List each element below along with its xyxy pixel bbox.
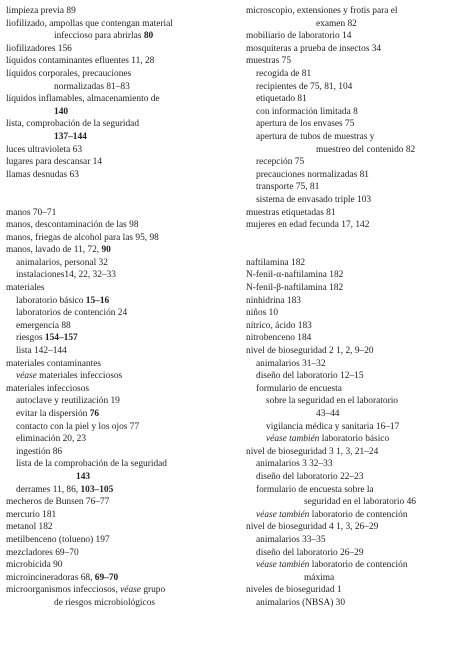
cross-reference: véase también bbox=[266, 434, 320, 445]
index-entry bbox=[6, 18, 234, 31]
index-entry-continuation bbox=[246, 572, 456, 585]
index-entry bbox=[6, 547, 234, 560]
entry-text: instalaciones14, 22, 32–33 bbox=[16, 270, 116, 281]
index-entry bbox=[246, 30, 456, 43]
cross-reference: véase también bbox=[256, 560, 310, 571]
index-subentry bbox=[6, 307, 234, 320]
index-subentry bbox=[6, 269, 234, 282]
index-subentry bbox=[246, 471, 456, 484]
index-entry-continuation bbox=[6, 471, 234, 484]
entry-text: evitar la dispersión bbox=[16, 409, 90, 419]
entry-text: mujeres en edad fecunda 17, 142 bbox=[246, 220, 370, 231]
entry-text: nivel de bioseguridad 2 1, 2, 9–20 bbox=[246, 346, 374, 357]
page-ref-bold: 154–157 bbox=[44, 333, 78, 344]
index-subentry bbox=[6, 421, 234, 434]
entry-text: manos, descontaminación de las 98 bbox=[6, 220, 139, 231]
entry-text: transporte 75, 81 bbox=[256, 182, 320, 193]
index-subentry bbox=[246, 509, 456, 522]
entry-text: metilbenceno (tolueno) 197 bbox=[6, 534, 110, 545]
entry-text: luces ultravioleta 63 bbox=[6, 144, 83, 155]
entry-text: de riesgos microbiológicos bbox=[54, 597, 156, 608]
index-entry bbox=[6, 282, 234, 295]
index-entry-continuation bbox=[246, 144, 456, 157]
index-subentry bbox=[246, 81, 456, 94]
index-entry bbox=[246, 282, 456, 295]
index-entry-continuation bbox=[6, 81, 234, 94]
index-entry bbox=[6, 509, 234, 522]
index-entry-continuation bbox=[6, 131, 234, 144]
index-entry-continuation bbox=[246, 496, 456, 509]
page-ref-bold: 69–70 bbox=[94, 572, 119, 583]
entry-text: microincineradoras 68, bbox=[6, 572, 95, 583]
entry-text: materiales bbox=[6, 283, 45, 294]
entry-text: formulario de encuesta bbox=[256, 383, 342, 394]
index-entry bbox=[6, 572, 234, 585]
index-entry bbox=[246, 345, 456, 358]
entry-text: microscopio, extensiones y frotis para el bbox=[246, 6, 398, 16]
entry-text: metanol 182 bbox=[6, 522, 53, 533]
index-entry-continuation bbox=[246, 18, 456, 31]
entry-text: materiales contaminantes bbox=[6, 358, 102, 369]
entry-text: vigilancia médica y sanitaria 16–17 bbox=[266, 421, 400, 432]
index-entry bbox=[246, 219, 456, 232]
index-entry bbox=[246, 295, 456, 308]
index-entry bbox=[6, 118, 234, 131]
index-column-right bbox=[246, 5, 456, 610]
index-entry bbox=[246, 43, 456, 56]
index-subentry bbox=[246, 93, 456, 106]
entry-text: nitrobenceno 184 bbox=[246, 333, 312, 344]
index-gap bbox=[6, 194, 234, 207]
index-subentry bbox=[6, 320, 234, 333]
index-entry bbox=[246, 5, 456, 18]
entry-text: 43–44 bbox=[316, 409, 340, 419]
entry-text: grupo bbox=[140, 585, 166, 596]
index-subentry bbox=[246, 106, 456, 119]
index-subentry bbox=[246, 383, 456, 396]
index-gap bbox=[246, 232, 456, 245]
entry-text: seguridad en el laboratorio 46 bbox=[304, 497, 416, 508]
entry-text: diseño del laboratorio 12–15 bbox=[256, 371, 364, 382]
index-subentry bbox=[246, 118, 456, 131]
page-ref-bold: 80 bbox=[143, 31, 154, 42]
index-subentry bbox=[6, 458, 234, 471]
index-subentry bbox=[6, 484, 234, 497]
entry-text: sistema de envasado triple 103 bbox=[256, 194, 372, 205]
entry-text: laboratorio de contención bbox=[309, 560, 408, 571]
index-subentry bbox=[246, 547, 456, 560]
index-subentry bbox=[246, 484, 456, 497]
index-entry-continuation bbox=[6, 30, 234, 43]
index-subentry bbox=[246, 370, 456, 383]
entry-text: precauciones normalizadas 81 bbox=[256, 169, 369, 180]
index-entry bbox=[6, 496, 234, 509]
entry-text: examen 82 bbox=[316, 18, 357, 29]
entry-text: eliminación 20, 23 bbox=[16, 434, 87, 445]
entry-text: laboratorios de contención 24 bbox=[16, 308, 128, 319]
index-entry bbox=[6, 584, 234, 597]
entry-text: nivel de bioseguridad 4 1, 3, 26–29 bbox=[246, 522, 379, 533]
index-entry bbox=[6, 358, 234, 371]
entry-text: emergencia 88 bbox=[16, 320, 71, 331]
entry-text: recogida de 81 bbox=[256, 68, 312, 79]
index-subentry bbox=[6, 408, 234, 421]
index-subentry bbox=[246, 181, 456, 194]
entry-text: llamas desnudas 63 bbox=[6, 169, 79, 180]
entry-text: ingestión 86 bbox=[16, 446, 63, 457]
index-entry-continuation bbox=[6, 597, 234, 610]
entry-text: manos, lavado de 11, 72, bbox=[6, 245, 102, 256]
page-ref-bold: 143 bbox=[76, 471, 91, 482]
index-subentry bbox=[6, 433, 234, 446]
entry-text: liofilizadores 156 bbox=[6, 43, 72, 54]
index-subentry bbox=[246, 156, 456, 169]
index-entry bbox=[246, 269, 456, 282]
index-subentry bbox=[246, 358, 456, 371]
entry-text: liofilizado, ampollas que contengan material bbox=[6, 18, 173, 29]
entry-text: microorganismos infecciosos, bbox=[6, 585, 121, 596]
index-entry bbox=[6, 144, 234, 157]
entry-text: recepción 75 bbox=[256, 157, 305, 168]
entry-text: materiales infecciosos bbox=[6, 383, 90, 394]
entry-text: mezcladores 69–70 bbox=[6, 547, 79, 558]
cross-reference: véase también bbox=[256, 509, 310, 520]
index-entry-continuation bbox=[246, 408, 456, 421]
entry-text: muestras 75 bbox=[246, 56, 292, 67]
entry-text: riesgos bbox=[16, 333, 45, 344]
entry-text: apertura de los envases 75 bbox=[256, 119, 355, 130]
index-entry bbox=[246, 446, 456, 459]
index-subentry bbox=[246, 559, 456, 572]
index-column-left bbox=[6, 5, 234, 610]
index-entry bbox=[246, 257, 456, 270]
index-entry bbox=[246, 332, 456, 345]
index-entry bbox=[6, 534, 234, 547]
index-subentry bbox=[246, 68, 456, 81]
index-entry bbox=[6, 5, 234, 18]
index-subentry bbox=[246, 395, 456, 408]
entry-text: muestreo del contenido 82 bbox=[316, 144, 416, 155]
entry-text: recipientes de 75, 81, 104 bbox=[256, 81, 353, 92]
page-ref-bold: 90 bbox=[101, 245, 111, 256]
index-entry bbox=[246, 584, 456, 597]
entry-text: materiales infecciosos bbox=[36, 371, 123, 382]
page-ref-bold: 140 bbox=[54, 106, 69, 117]
index-subentry bbox=[246, 131, 456, 144]
entry-text: líquidos corporales, precauciones bbox=[6, 68, 132, 79]
index-subentry bbox=[6, 345, 234, 358]
entry-text: sobre la seguridad en el laboratorio bbox=[266, 396, 398, 407]
entry-text: lista, comprobación de la seguridad bbox=[6, 119, 140, 130]
entry-text: N-fenil-β-naftilamina 182 bbox=[246, 283, 344, 294]
entry-text: naftilamina 182 bbox=[246, 257, 306, 268]
entry-text: mosquiteras a prueba de insectos 34 bbox=[246, 43, 382, 54]
entry-text: lista de la comprobación de la seguridad bbox=[16, 459, 167, 470]
entry-text: contacto con la piel y los ojos 77 bbox=[16, 421, 140, 432]
entry-text: mobiliario de laboratorio 14 bbox=[246, 31, 352, 42]
page-ref-bold: 15–16 bbox=[85, 295, 110, 306]
entry-text: niveles de bioseguridad 1 bbox=[246, 585, 342, 596]
index-gap bbox=[246, 244, 456, 257]
index-entry bbox=[6, 68, 234, 81]
index-entry bbox=[6, 156, 234, 169]
index-entry bbox=[246, 320, 456, 333]
index-entry bbox=[6, 219, 234, 232]
entry-text: máxima bbox=[304, 572, 335, 583]
index-entry bbox=[246, 307, 456, 320]
entry-text: mecheros de Bunsen 76–77 bbox=[6, 497, 110, 508]
entry-text: lugares para descansar 14 bbox=[6, 157, 103, 168]
entry-text: laboratorio básico bbox=[16, 295, 86, 306]
entry-text: manos 70–71 bbox=[6, 207, 57, 218]
index-entry bbox=[6, 169, 234, 182]
index-subentry bbox=[246, 597, 456, 610]
entry-text: animalarios 31–32 bbox=[256, 358, 326, 369]
entry-text: con información limitada 8 bbox=[256, 106, 358, 117]
entry-text: nivel de bioseguridad 3 1, 3, 21–24 bbox=[246, 446, 379, 457]
index-entry bbox=[246, 521, 456, 534]
index-entry bbox=[6, 559, 234, 572]
index-entry bbox=[6, 232, 234, 245]
page-ref-bold: 103–105 bbox=[80, 484, 114, 495]
cross-reference: véase bbox=[16, 371, 37, 382]
index-subentry bbox=[246, 534, 456, 547]
index-subentry bbox=[6, 257, 234, 270]
entry-text: diseño del laboratorio 26–29 bbox=[256, 547, 364, 558]
entry-text: microbicida 90 bbox=[6, 560, 63, 571]
index-entry bbox=[6, 383, 234, 396]
entry-text: manos, friegas de alcohol para las 95, 98 bbox=[6, 232, 159, 243]
entry-text: nítrico, ácido 183 bbox=[246, 320, 312, 331]
entry-text: formulario de encuesta sobre la bbox=[256, 484, 374, 495]
index-subentry bbox=[246, 421, 456, 434]
entry-text: normalizadas 81–83 bbox=[54, 81, 130, 92]
entry-text: derrames 11, 86, bbox=[16, 484, 81, 495]
entry-text: niños 10 bbox=[246, 308, 279, 319]
entry-text: animalarios 33–35 bbox=[256, 534, 326, 545]
index-subentry bbox=[246, 433, 456, 446]
index-subentry bbox=[246, 169, 456, 182]
page-ref-bold: 137–144 bbox=[54, 131, 87, 142]
index-subentry bbox=[6, 332, 234, 345]
index-subentry bbox=[6, 395, 234, 408]
entry-text: apertura de tubos de muestras y bbox=[256, 131, 375, 142]
index-entry bbox=[6, 93, 234, 106]
entry-text: etiquetado 81 bbox=[256, 94, 307, 105]
index-subentry bbox=[6, 370, 234, 383]
entry-text: N-fenil-α-naftilamina 182 bbox=[246, 270, 344, 281]
entry-text: autoclave y reutilización 19 bbox=[16, 396, 120, 407]
index-entry bbox=[6, 244, 234, 257]
page-ref-bold: 76 bbox=[89, 409, 100, 419]
entry-text: laboratorio básico bbox=[319, 434, 390, 445]
entry-text: muestras etiquetadas 81 bbox=[246, 207, 336, 218]
entry-text: ninhidrina 183 bbox=[246, 295, 301, 306]
index-entry bbox=[6, 55, 234, 68]
entry-text: animalarios, personal 32 bbox=[16, 257, 108, 268]
index-entry bbox=[246, 55, 456, 68]
entry-text: mercurio 181 bbox=[6, 509, 57, 520]
index-entry bbox=[6, 43, 234, 56]
entry-text: líquidos inflamables, almacenamiento de bbox=[6, 94, 160, 105]
entry-text: infeccioso para abrirlas bbox=[54, 31, 144, 42]
index-subentry bbox=[246, 458, 456, 471]
entry-text: diseño del laboratorio 22–23 bbox=[256, 471, 364, 482]
entry-text: líquidos contaminantes efluentes 11, 28 bbox=[6, 56, 155, 67]
index-entry bbox=[6, 207, 234, 220]
entry-text: limpieza previa 89 bbox=[6, 6, 76, 16]
entry-text: laboratorio de contención bbox=[309, 509, 408, 520]
index-subentry bbox=[6, 446, 234, 459]
entry-text: animalarios 3 32–33 bbox=[256, 459, 333, 470]
entry-text: lista 142–144 bbox=[16, 346, 67, 357]
cross-reference: véase bbox=[120, 585, 141, 596]
index-entry-continuation bbox=[6, 106, 234, 119]
index-gap bbox=[6, 181, 234, 194]
index-subentry bbox=[246, 194, 456, 207]
index-entry bbox=[6, 521, 234, 534]
index-subentry bbox=[6, 295, 234, 308]
entry-text: animalarios (NBSA) 30 bbox=[256, 597, 346, 608]
index-entry bbox=[246, 207, 456, 220]
